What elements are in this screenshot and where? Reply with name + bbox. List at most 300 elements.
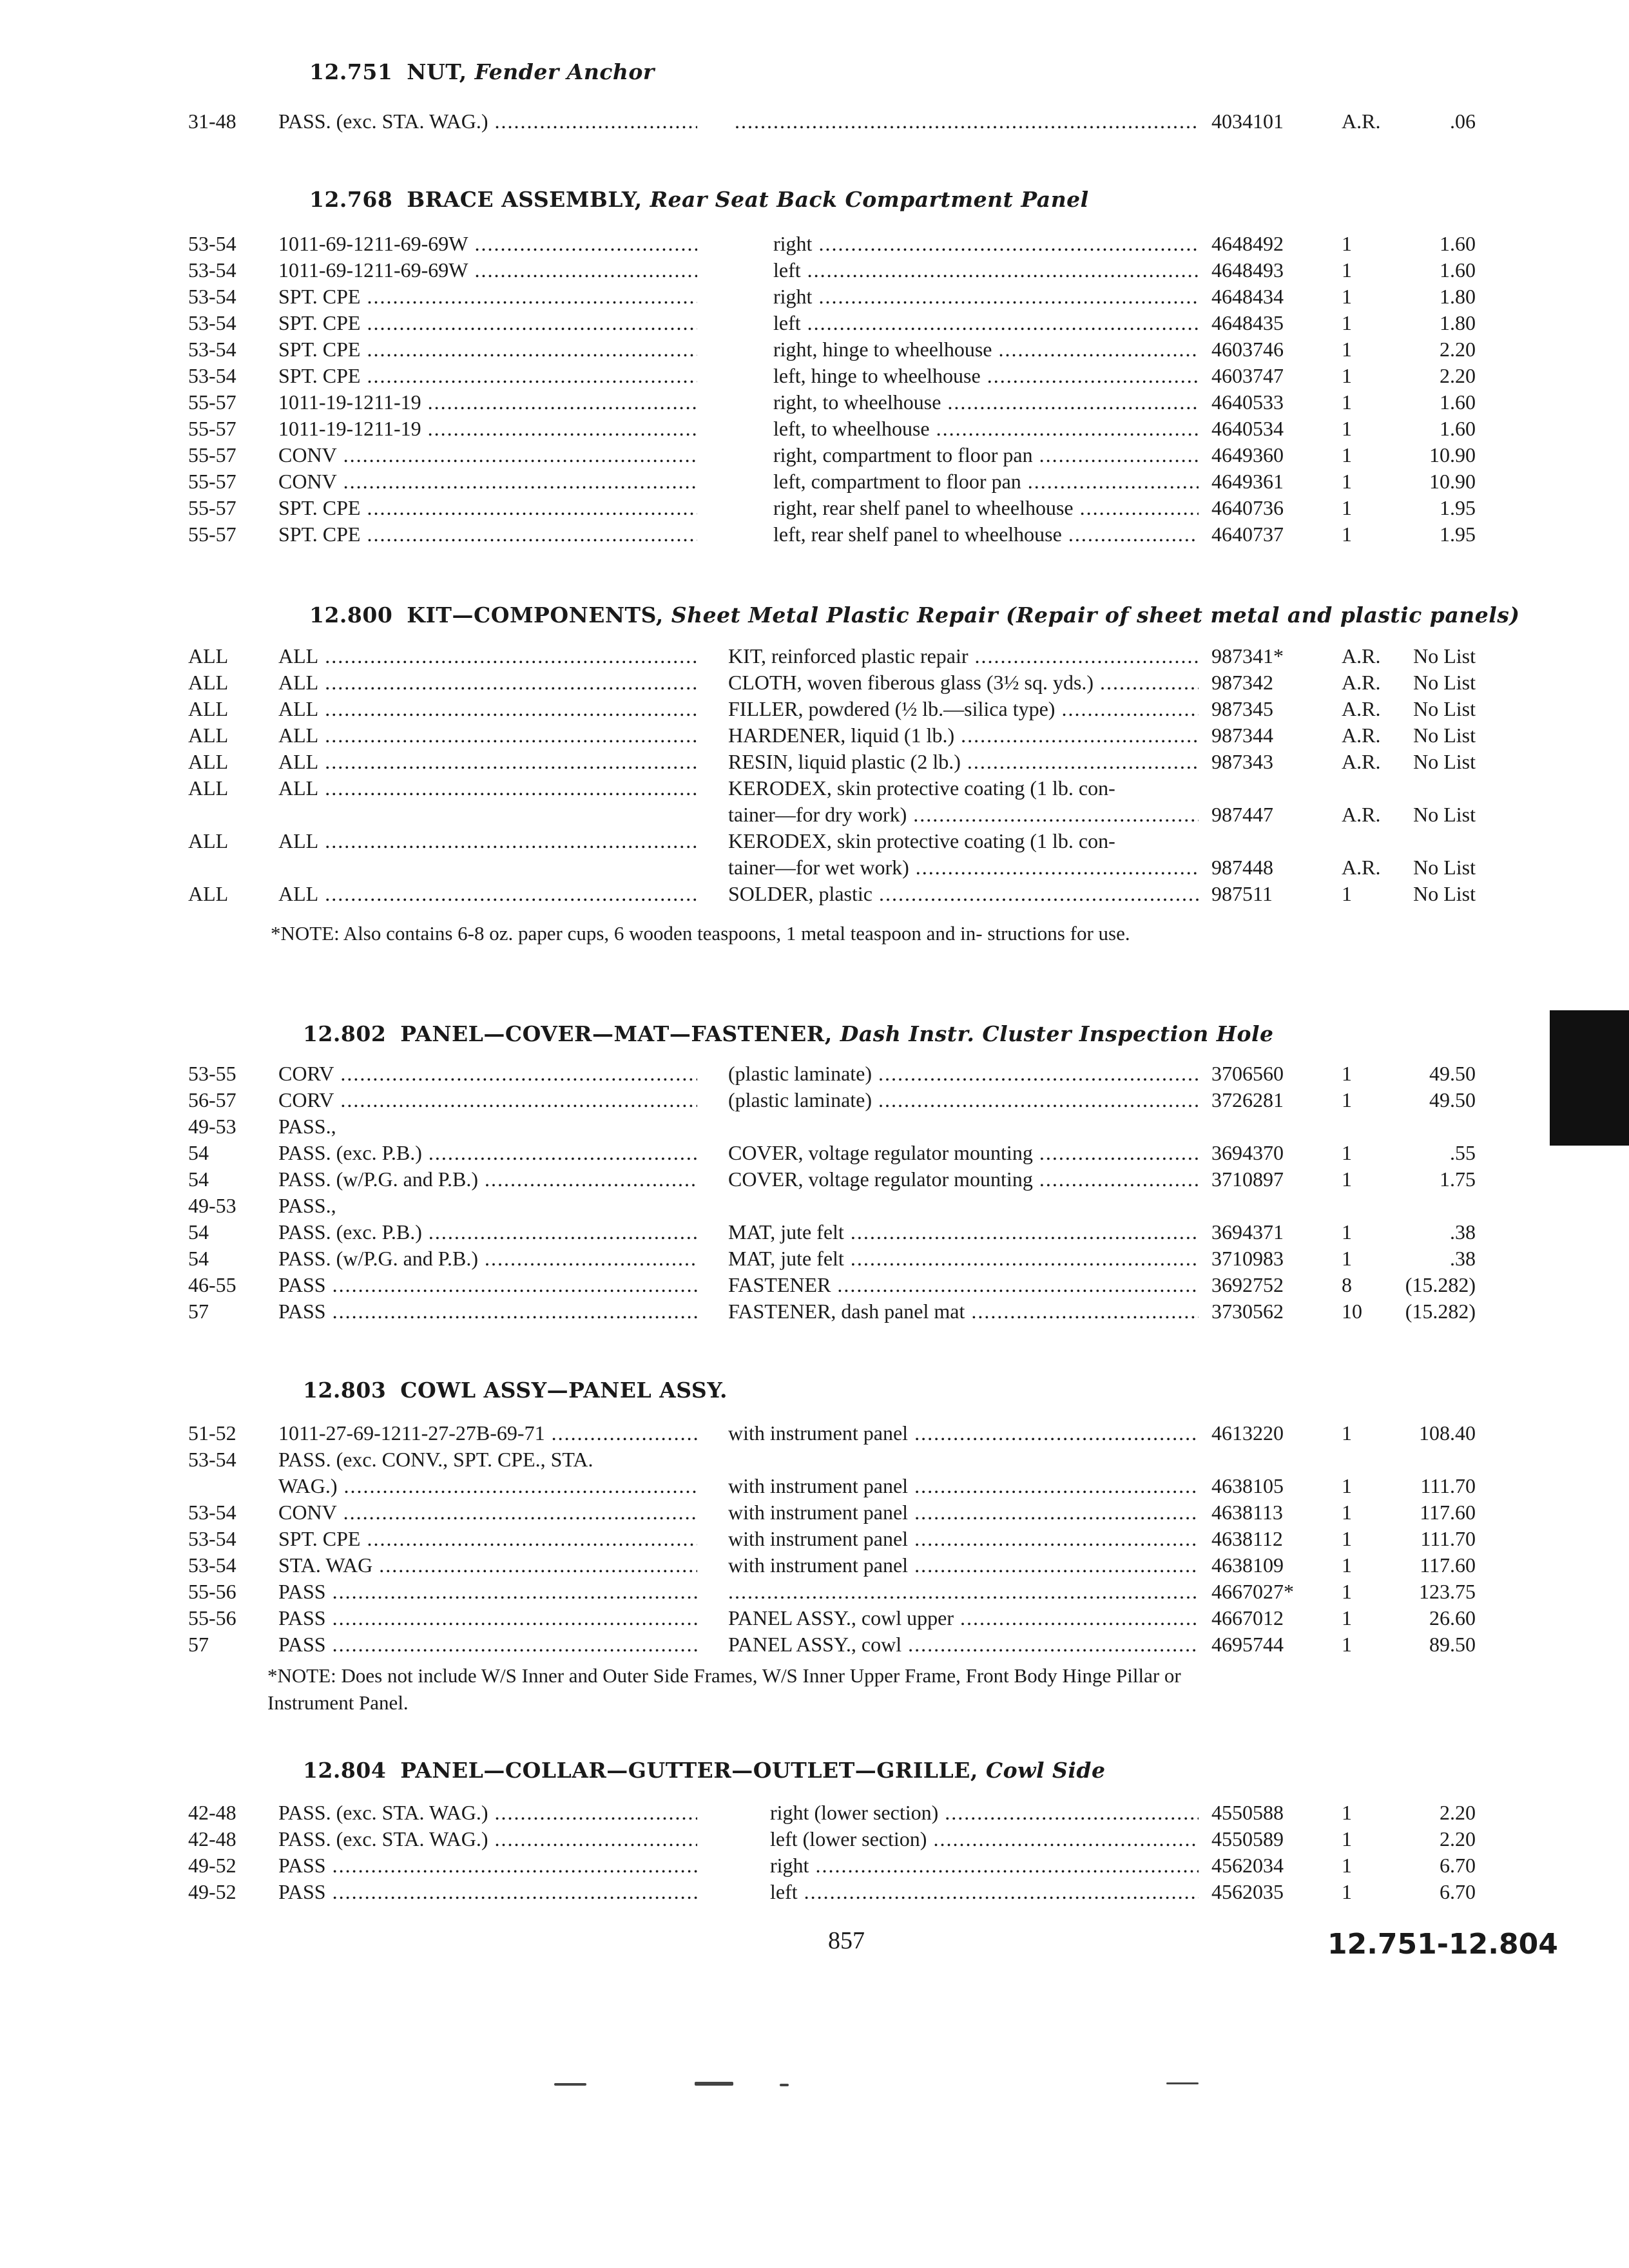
- model-cell: [278, 1880, 697, 1904]
- quantity-cell: 1: [1342, 1606, 1352, 1629]
- price-cell: 117.60: [1420, 1501, 1476, 1524]
- model-cell-text: CONV: [278, 1501, 337, 1524]
- description-cell: [773, 258, 1199, 282]
- model-cell-text: 1011-69-1211-69-69W: [278, 232, 468, 255]
- table-row: [0, 776, 1547, 803]
- quantity-cell: 1: [1342, 1247, 1352, 1270]
- price-cell: 2.20: [1440, 1801, 1476, 1824]
- model-cell: PASS. (exc. CONV., SPT. CPE., STA.: [278, 1448, 593, 1471]
- description-cell: [773, 338, 1199, 361]
- year-cell: 51-52: [188, 1421, 236, 1445]
- description-cell-text: right: [773, 232, 813, 255]
- model-cell: [278, 1220, 697, 1244]
- section-number: 12.804: [303, 1758, 387, 1783]
- section-note: *NOTE: Does not include W/S Inner and Outer Side Frames, W/S Inner Upper Frame, Front Body Hinge Pillar or Instrument Panel.: [267, 1664, 1181, 1714]
- price-cell: 1.80: [1440, 311, 1476, 334]
- quantity-cell: A.R.: [1342, 750, 1381, 773]
- description-cell: [728, 803, 1199, 827]
- table-row: [0, 285, 1547, 312]
- model-cell: [278, 1801, 697, 1825]
- quantity-cell: 1: [1342, 311, 1352, 334]
- page-number: 857: [828, 1927, 865, 1954]
- model-cell-text: PASS: [278, 1580, 326, 1603]
- table-row: [0, 390, 1547, 418]
- quantity-cell: 1: [1342, 1062, 1352, 1085]
- description-cell-text: right (lower section): [770, 1801, 939, 1824]
- description-cell-text: with instrument panel: [728, 1553, 909, 1577]
- quantity-cell: 1: [1342, 1220, 1352, 1244]
- model-cell-text: SPT. CPE: [278, 364, 361, 387]
- year-cell: 49-53: [188, 1194, 236, 1217]
- model-cell-text: SPT. CPE: [278, 285, 361, 308]
- description-cell: [773, 364, 1199, 388]
- quantity-cell: 1: [1342, 1880, 1352, 1903]
- model-cell-text: PASS: [278, 1606, 326, 1629]
- model-cell: [278, 364, 697, 388]
- year-cell: 55-56: [188, 1580, 236, 1603]
- model-cell: [278, 1273, 697, 1297]
- model-cell: PASS.,: [278, 1194, 336, 1217]
- model-cell-text: CORV: [278, 1062, 334, 1085]
- description-cell: [773, 285, 1199, 309]
- description-cell: [728, 1633, 1199, 1657]
- year-cell: 54: [188, 1168, 209, 1191]
- year-cell: ALL: [188, 882, 229, 905]
- quantity-cell: 1: [1342, 1527, 1352, 1550]
- model-cell-text: ALL: [278, 750, 319, 773]
- table-row: [0, 1880, 1547, 1907]
- model-cell: [278, 1580, 697, 1604]
- model-cell: [278, 1088, 697, 1112]
- quantity-cell: 1: [1342, 364, 1352, 387]
- description-cell-text: RESIN, liquid plastic (2 lb.): [728, 750, 961, 773]
- description-cell-text: with instrument panel: [728, 1421, 909, 1445]
- price-cell: 6.70: [1440, 1854, 1476, 1877]
- year-cell: ALL: [188, 724, 229, 747]
- model-cell-text: SPT. CPE: [278, 523, 361, 546]
- model-cell-text: 1011-19-1211-19: [278, 390, 421, 414]
- part-number-cell: 4648492: [1211, 232, 1284, 255]
- model-cell-text: PASS: [278, 1633, 326, 1656]
- year-cell: 53-54: [188, 1527, 236, 1550]
- price-cell: 89.50: [1429, 1633, 1476, 1656]
- price-cell: 2.20: [1440, 1827, 1476, 1850]
- model-cell-text: SPT. CPE: [278, 311, 361, 334]
- part-number-cell: 4550588: [1211, 1801, 1284, 1824]
- quantity-cell: 1: [1342, 1088, 1352, 1111]
- table-row: [0, 1421, 1547, 1448]
- year-cell: 55-57: [188, 496, 236, 519]
- section-number: 12.803: [303, 1378, 387, 1403]
- year-cell: 57: [188, 1300, 209, 1323]
- price-cell: .38: [1450, 1247, 1476, 1270]
- description-cell-text: right: [773, 285, 813, 308]
- year-cell: 42-48: [188, 1801, 236, 1824]
- scan-mark: [695, 2082, 733, 2086]
- model-cell-text: 1011-19-1211-19: [278, 417, 421, 440]
- description-cell: [770, 1801, 1199, 1825]
- model-cell: [278, 523, 697, 546]
- part-number-cell: 4667027*: [1211, 1580, 1294, 1603]
- price-cell: No List: [1413, 671, 1476, 694]
- scan-mark: [554, 2083, 586, 2086]
- price-cell: 1.75: [1440, 1168, 1476, 1191]
- quantity-cell: 1: [1342, 1801, 1352, 1824]
- quantity-cell: 1: [1342, 417, 1352, 440]
- model-cell: [278, 776, 697, 800]
- price-cell: 1.60: [1440, 417, 1476, 440]
- quantity-cell: 1: [1342, 390, 1352, 414]
- part-number-cell: 3692752: [1211, 1273, 1284, 1296]
- part-number-cell: 4562034: [1211, 1854, 1284, 1877]
- year-cell: 53-54: [188, 285, 236, 308]
- description-cell: [728, 1606, 1199, 1630]
- part-number-cell: 4640534: [1211, 417, 1284, 440]
- section-subtitle: Sheet Metal Plastic Repair (Repair of sheet metal and plastic panels): [671, 602, 1520, 628]
- model-cell: [278, 390, 697, 414]
- table-row: [0, 1247, 1547, 1274]
- quantity-cell: A.R.: [1342, 671, 1381, 694]
- description-cell-text: FASTENER, dash panel mat: [728, 1300, 965, 1323]
- model-cell: [278, 1141, 697, 1165]
- description-cell: [728, 1247, 1199, 1271]
- table-row: [0, 258, 1547, 285]
- description-cell-text: right: [770, 1854, 809, 1877]
- table-row: [0, 644, 1547, 671]
- description-cell-text: FASTENER: [728, 1273, 831, 1296]
- table-row: [0, 856, 1547, 883]
- quantity-cell: 1: [1342, 1421, 1352, 1445]
- table-row: [0, 1827, 1547, 1854]
- year-cell: 31-48: [188, 110, 236, 133]
- price-cell: (15.282): [1405, 1273, 1476, 1296]
- part-number-cell: 4649361: [1211, 470, 1284, 493]
- model-cell-text: ALL: [278, 671, 319, 694]
- part-number-cell: 3710983: [1211, 1247, 1284, 1270]
- description-cell: [728, 1220, 1199, 1244]
- model-cell-text: 1011-69-1211-69-69W: [278, 258, 468, 282]
- quantity-cell: 10: [1342, 1300, 1362, 1323]
- part-number-cell: 987343: [1211, 750, 1273, 773]
- description-cell: [770, 1827, 1199, 1851]
- description-cell: [728, 1421, 1199, 1445]
- section-number: 12.800: [309, 602, 393, 628]
- price-cell: 10.90: [1429, 470, 1476, 493]
- model-cell: [278, 470, 697, 494]
- table-row: [0, 1474, 1547, 1501]
- year-cell: 55-57: [188, 443, 236, 466]
- part-number-cell: 4603747: [1211, 364, 1284, 387]
- price-cell: 2.20: [1440, 338, 1476, 361]
- description-cell: [773, 443, 1199, 467]
- description-cell-text: left, to wheelhouse: [773, 417, 930, 440]
- model-cell-text: PASS. (w/P.G. and P.B.): [278, 1168, 479, 1191]
- section-heading: [309, 187, 1089, 212]
- model-cell: [278, 1474, 697, 1498]
- table-row: [0, 1194, 1547, 1221]
- section-title: PANEL—COVER—MAT—FASTENER,: [400, 1021, 833, 1046]
- table-row: [0, 829, 1547, 856]
- section-number: 12.768: [309, 187, 393, 212]
- model-cell-text: ALL: [278, 724, 319, 747]
- price-cell: No List: [1413, 644, 1476, 668]
- description-cell-text: (plastic laminate): [728, 1062, 872, 1085]
- quantity-cell: A.R.: [1342, 110, 1381, 133]
- section-heading: [303, 1758, 1106, 1783]
- model-cell-text: PASS: [278, 1880, 326, 1903]
- model-cell-text: 1011-27-69-1211-27-27B-69-71: [278, 1421, 545, 1445]
- model-cell-text: PASS: [278, 1273, 326, 1296]
- table-row: [0, 1062, 1547, 1089]
- price-cell: 117.60: [1420, 1553, 1476, 1577]
- year-cell: 53-54: [188, 232, 236, 255]
- description-cell: [728, 1141, 1199, 1165]
- quantity-cell: 1: [1342, 285, 1352, 308]
- model-cell: [278, 1300, 697, 1323]
- year-cell: 53-55: [188, 1062, 236, 1085]
- description-cell-text: left, compartment to floor pan: [773, 470, 1021, 493]
- model-cell: [278, 1827, 697, 1851]
- description-cell-text: MAT, jute felt: [728, 1220, 844, 1244]
- description-cell-text: COVER, voltage regulator mounting: [728, 1168, 1033, 1191]
- quantity-cell: 1: [1342, 1580, 1352, 1603]
- price-cell: 1.60: [1440, 232, 1476, 255]
- year-cell: ALL: [188, 697, 229, 720]
- quantity-cell: 1: [1342, 258, 1352, 282]
- year-cell: 55-57: [188, 417, 236, 440]
- part-number-cell: 4667012: [1211, 1606, 1284, 1629]
- quantity-cell: 1: [1342, 1474, 1352, 1497]
- model-cell-text: STA. WAG: [278, 1553, 373, 1577]
- quantity-cell: 1: [1342, 1827, 1352, 1850]
- section-heading: [309, 602, 1519, 628]
- table-row: [0, 1501, 1547, 1528]
- description-cell: KERODEX, skin protective coating (1 lb. con-: [728, 776, 1115, 800]
- description-cell: [773, 311, 1199, 335]
- year-cell: 57: [188, 1633, 209, 1656]
- page-range: 12.751-12.804: [1327, 1928, 1558, 1961]
- part-number-cell: 987341*: [1211, 644, 1284, 668]
- description-cell-text: (plastic laminate): [728, 1088, 872, 1111]
- model-cell-text: PASS: [278, 1300, 326, 1323]
- section-number: 12.751: [309, 59, 393, 84]
- section-heading: [309, 59, 655, 84]
- quantity-cell: A.R.: [1342, 856, 1381, 879]
- quantity-cell: 1: [1342, 443, 1352, 466]
- year-cell: 53-54: [188, 364, 236, 387]
- table-row: [0, 724, 1547, 751]
- year-cell: ALL: [188, 671, 229, 694]
- price-cell: .38: [1450, 1220, 1476, 1244]
- table-row: [0, 882, 1547, 909]
- part-number-cell: 3706560: [1211, 1062, 1284, 1085]
- model-cell: [278, 1421, 697, 1445]
- quantity-cell: 1: [1342, 1168, 1352, 1191]
- year-cell: ALL: [188, 644, 229, 668]
- table-row: [0, 1633, 1547, 1660]
- model-cell: [278, 311, 697, 335]
- table-row: [0, 1448, 1547, 1475]
- part-number-cell: 3694371: [1211, 1220, 1284, 1244]
- year-cell: 53-54: [188, 1448, 236, 1471]
- table-row: [0, 232, 1547, 259]
- description-cell: [728, 1273, 1199, 1297]
- description-cell: [728, 750, 1199, 774]
- model-cell-text: ALL: [278, 644, 319, 668]
- description-cell-text: PANEL ASSY., cowl upper: [728, 1606, 954, 1629]
- part-number-cell: 4695744: [1211, 1633, 1284, 1656]
- section-title: NUT,: [407, 59, 467, 84]
- year-cell: 54: [188, 1247, 209, 1270]
- section-title: PANEL—COLLAR—GUTTER—OUTLET—GRILLE,: [400, 1758, 978, 1783]
- description-cell-text: COVER, voltage regulator mounting: [728, 1141, 1033, 1164]
- description-cell: [728, 724, 1199, 747]
- price-cell: No List: [1413, 697, 1476, 720]
- price-cell: 10.90: [1429, 443, 1476, 466]
- table-row: [0, 311, 1547, 338]
- quantity-cell: A.R.: [1342, 644, 1381, 668]
- model-cell-text: PASS. (w/P.G. and P.B.): [278, 1247, 479, 1270]
- year-cell: 56-57: [188, 1088, 236, 1111]
- price-cell: 6.70: [1440, 1880, 1476, 1903]
- year-cell: 55-57: [188, 390, 236, 414]
- table-row: [0, 1088, 1547, 1115]
- part-number-cell: 4613220: [1211, 1421, 1284, 1445]
- section-note: *NOTE: Also contains 6-8 oz. paper cups, 6 wooden teaspoons, 1 metal teaspoon and in- structions for use.: [271, 922, 1130, 945]
- quantity-cell: 8: [1342, 1273, 1352, 1296]
- part-number-cell: 3730562: [1211, 1300, 1284, 1323]
- model-cell: [278, 750, 697, 774]
- model-cell: [278, 443, 697, 467]
- section-number: 12.802: [303, 1021, 387, 1046]
- model-cell: [278, 258, 697, 282]
- description-cell-text: right, rear shelf panel to wheelhouse: [773, 496, 1074, 519]
- quantity-cell: 1: [1342, 1141, 1352, 1164]
- description-cell: [773, 417, 1199, 441]
- description-cell: [735, 110, 1199, 133]
- description-cell: [728, 1501, 1199, 1524]
- model-cell-text: SPT. CPE: [278, 496, 361, 519]
- model-cell: [278, 1501, 697, 1524]
- model-cell-text: SPT. CPE: [278, 1527, 361, 1550]
- description-cell: [728, 1474, 1199, 1498]
- section-subtitle: Rear Seat Back Compartment Panel: [650, 187, 1089, 212]
- table-row: [0, 364, 1547, 391]
- scan-mark: [1166, 2082, 1199, 2084]
- section-subtitle: Cowl Side: [985, 1758, 1106, 1783]
- table-row: [0, 523, 1547, 550]
- model-cell-text: CONV: [278, 470, 337, 493]
- quantity-cell: A.R.: [1342, 803, 1381, 826]
- model-cell-text: SPT. CPE: [278, 338, 361, 361]
- year-cell: 55-57: [188, 470, 236, 493]
- quantity-cell: 1: [1342, 1501, 1352, 1524]
- table-row: [0, 1300, 1547, 1327]
- part-number-cell: 4648493: [1211, 258, 1284, 282]
- price-cell: No List: [1413, 724, 1476, 747]
- year-cell: 54: [188, 1220, 209, 1244]
- description-cell-text: with instrument panel: [728, 1474, 909, 1497]
- price-cell: 123.75: [1419, 1580, 1476, 1603]
- table-row: [0, 1527, 1547, 1554]
- table-row: [0, 803, 1547, 830]
- description-cell-text: tainer—for dry work): [728, 803, 907, 826]
- part-number-cell: 3694370: [1211, 1141, 1284, 1164]
- table-row: [0, 1801, 1547, 1828]
- year-cell: 54: [188, 1141, 209, 1164]
- model-cell-text: PASS. (exc. P.B.): [278, 1220, 422, 1244]
- description-cell-text: CLOTH, woven fiberous glass (3½ sq. yds.): [728, 671, 1094, 694]
- table-row: [0, 1115, 1547, 1142]
- model-cell-text: CONV: [278, 443, 337, 466]
- description-cell: [728, 856, 1199, 879]
- year-cell: ALL: [188, 829, 229, 852]
- model-cell: [278, 285, 697, 309]
- year-cell: 53-54: [188, 1553, 236, 1577]
- price-cell: .06: [1450, 110, 1476, 133]
- model-cell-text: PASS. (exc. STA. WAG.): [278, 1827, 488, 1850]
- description-cell: KERODEX, skin protective coating (1 lb. con-: [728, 829, 1115, 852]
- quantity-cell: 1: [1342, 523, 1352, 546]
- table-row: [0, 1854, 1547, 1881]
- model-cell: [278, 1527, 697, 1551]
- part-number-cell: 4638112: [1211, 1527, 1283, 1550]
- model-cell: [278, 1633, 697, 1657]
- part-number-cell: 987344: [1211, 724, 1273, 747]
- part-number-cell: 4640737: [1211, 523, 1284, 546]
- part-number-cell: 4638109: [1211, 1553, 1284, 1577]
- section-title: BRACE ASSEMBLY,: [407, 187, 642, 212]
- part-number-cell: 4648434: [1211, 285, 1284, 308]
- price-cell: 26.60: [1429, 1606, 1476, 1629]
- price-cell: 1.60: [1440, 390, 1476, 414]
- price-cell: 1.80: [1440, 285, 1476, 308]
- model-cell: [278, 1606, 697, 1630]
- description-cell: [728, 1168, 1199, 1191]
- description-cell-text: PANEL ASSY., cowl: [728, 1633, 902, 1656]
- price-cell: 49.50: [1429, 1088, 1476, 1111]
- part-number-cell: 4603746: [1211, 338, 1284, 361]
- table-row: [0, 671, 1547, 698]
- price-cell: 1.95: [1440, 523, 1476, 546]
- table-row: [0, 443, 1547, 470]
- description-cell-text: KIT, reinforced plastic repair: [728, 644, 969, 668]
- model-cell: [278, 110, 697, 133]
- quantity-cell: 1: [1342, 1553, 1352, 1577]
- description-cell-text: with instrument panel: [728, 1501, 909, 1524]
- description-cell: [773, 390, 1199, 414]
- description-cell: [728, 1088, 1199, 1112]
- year-cell: ALL: [188, 750, 229, 773]
- table-row: [0, 470, 1547, 497]
- table-row: [0, 750, 1547, 777]
- quantity-cell: 1: [1342, 496, 1352, 519]
- year-cell: 42-48: [188, 1827, 236, 1850]
- model-cell-text: ALL: [278, 829, 319, 852]
- part-number-cell: 4648435: [1211, 311, 1284, 334]
- table-row: [0, 338, 1547, 365]
- price-cell: 111.70: [1420, 1474, 1476, 1497]
- year-cell: 53-54: [188, 311, 236, 334]
- quantity-cell: 1: [1342, 1633, 1352, 1656]
- scan-mark: [780, 2084, 789, 2086]
- part-number-cell: 3710897: [1211, 1168, 1284, 1191]
- description-cell: [770, 1854, 1199, 1878]
- description-cell: [773, 470, 1199, 494]
- price-cell: 1.60: [1440, 258, 1476, 282]
- model-cell: [278, 232, 697, 256]
- section-heading: [303, 1021, 1274, 1046]
